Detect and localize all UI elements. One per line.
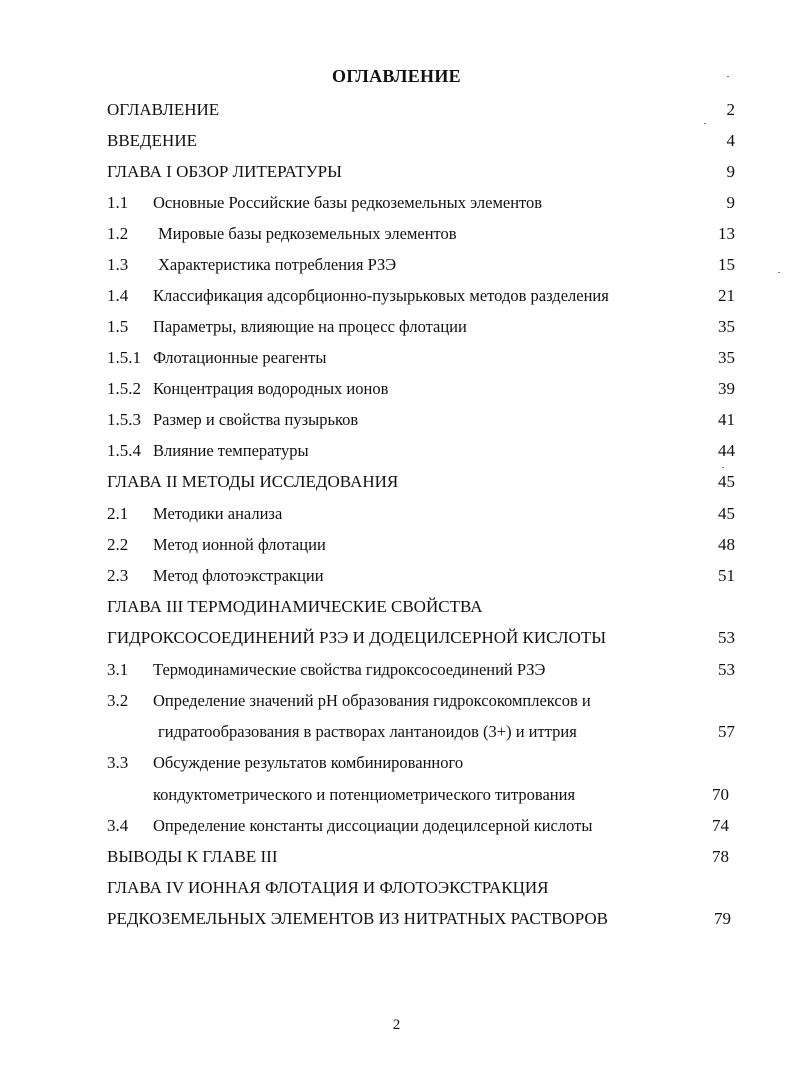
toc-entry-label: ГИДРОКСОСОЕДИНЕНИЙ РЗЭ И ДОДЕЦИЛСЕРНОЙ КИСЛОТЫ <box>107 628 607 647</box>
toc-entry-label: ГЛАВА IV ИОННАЯ ФЛОТАЦИЯ И ФЛОТОЭКСТРАКЦИЯ <box>107 878 549 897</box>
toc-entry-label: гидратообразования в растворах лантаноидов (3+) и иттрия <box>158 722 577 741</box>
toc-entry-label: Параметры, влияющие на процесс флотации <box>153 317 467 336</box>
toc-entry-1-5[interactable] <box>0 316 793 338</box>
toc-entry-page: 9 <box>726 162 735 181</box>
toc-entry-2-2[interactable] <box>0 534 793 556</box>
toc-entry-page: 4 <box>726 131 735 150</box>
toc-entry-1-5-1[interactable] <box>0 347 793 369</box>
toc-entry-page: 53 <box>718 628 735 647</box>
toc-entry-label: Мировые базы редкоземельных элементов <box>158 224 457 243</box>
toc-entry-page: 51 <box>718 566 735 585</box>
toc-entry-page: 74 <box>712 816 729 835</box>
toc-entry-label: Определение константы диссоциации додецилсерной кислоты <box>153 816 593 835</box>
toc-entry-label: ВЫВОДЫ К ГЛАВЕ III <box>107 847 278 866</box>
toc-entry-number: 3.2 <box>107 691 129 710</box>
toc-entry-page: 48 <box>718 535 735 554</box>
toc-entry-page: 15 <box>718 255 735 274</box>
toc-entry-label: Метод ионной флотации <box>153 535 326 554</box>
toc-entry-1-5-3[interactable] <box>0 409 793 431</box>
toc-entry-3-1[interactable] <box>0 659 793 681</box>
toc-entry-page: 44 <box>718 441 735 460</box>
toc-entry-number: 1.5 <box>107 317 129 336</box>
toc-entry-3-4[interactable] <box>0 815 793 837</box>
toc-entry-number: 1.5.4 <box>107 441 141 460</box>
toc-entry-number: 2.3 <box>107 566 129 585</box>
toc-entry-page: 41 <box>718 410 735 429</box>
toc-entry-label: Влияние температуры <box>153 441 309 460</box>
toc-entry-chapter-4-line-2[interactable] <box>0 908 793 930</box>
toc-entry-chapter-1[interactable] <box>0 161 793 183</box>
toc-entry-chapter-4-line-1[interactable] <box>0 877 793 899</box>
toc-entry-number: 1.4 <box>107 286 129 305</box>
toc-entry-chapter-3-line-2[interactable] <box>0 627 793 649</box>
toc-entry-label: Методики анализа <box>153 504 283 523</box>
toc-entry-number: 3.3 <box>107 753 129 772</box>
toc-entry-page: 79 <box>714 909 731 928</box>
toc-entry-label: Определение значений рН образования гидроксокомплексов и <box>153 691 591 710</box>
toc-entry-3-3-line-1[interactable] <box>0 752 793 774</box>
toc-entry-number: 1.5.3 <box>107 410 141 429</box>
toc-entry-1-2[interactable] <box>0 223 793 245</box>
toc-entry-label: Метод флотоэкстракции <box>153 566 324 585</box>
toc-entry-3-2-line-1[interactable] <box>0 690 793 712</box>
toc-entry-page: 45 <box>718 504 735 523</box>
toc-entry-page: 53 <box>718 660 735 679</box>
toc-entry-label: Термодинамические свойства гидроксосоединений РЗЭ <box>153 660 546 679</box>
toc-entry-2-1[interactable] <box>0 503 793 525</box>
toc-entry-page: 35 <box>718 348 735 367</box>
toc-entry-page: 13 <box>718 224 735 243</box>
toc-entry-page: 39 <box>718 379 735 398</box>
toc-entry-3-2-line-2[interactable] <box>0 721 793 743</box>
toc-entry-number: 3.1 <box>107 660 129 679</box>
toc-entry-chapter-2[interactable] <box>0 471 793 493</box>
toc-entry-number: 1.1 <box>107 193 129 212</box>
toc-entry-page: 78 <box>712 847 729 866</box>
toc-entry-1-3[interactable] <box>0 254 793 276</box>
toc-entry-label: РЕДКОЗЕМЕЛЬНЫХ ЭЛЕМЕНТОВ ИЗ НИТРАТНЫХ РАСТВОРОВ <box>107 909 608 928</box>
toc-entry-label: Классификация адсорбционно-пузырьковых методов разделения <box>153 286 609 305</box>
toc-entry-1-1[interactable] <box>0 192 793 214</box>
toc-entry-page: 9 <box>726 193 735 212</box>
toc-entry-page: 70 <box>712 785 729 804</box>
toc-entry-number: 1.5.2 <box>107 379 141 398</box>
toc-entry-label: Концентрация водородных ионов <box>153 379 389 398</box>
toc-entry-page: 35 <box>718 317 735 336</box>
page-number: 2 <box>392 1017 401 1033</box>
toc-entry-2-3[interactable] <box>0 565 793 587</box>
toc-entry-page: 45 <box>718 472 735 491</box>
toc-entry-label: Характеристика потребления РЗЭ <box>158 255 397 274</box>
toc-entry-label: Флотационные реагенты <box>153 348 327 367</box>
toc-entry-page: 57 <box>718 722 735 741</box>
toc-entry-number: 1.2 <box>107 224 129 243</box>
toc-entry-label: ГЛАВА II МЕТОДЫ ИССЛЕДОВАНИЯ <box>107 472 399 491</box>
toc-entry-label: ОГЛАВЛЕНИЕ <box>107 100 220 119</box>
scan-speck <box>778 272 780 273</box>
toc-entry-number: 1.3 <box>107 255 129 274</box>
toc-entry-number: 2.2 <box>107 535 129 554</box>
toc-entry-label: ГЛАВА I ОБЗОР ЛИТЕРАТУРЫ <box>107 162 342 181</box>
toc-entry-conclusions-3[interactable] <box>0 846 793 868</box>
toc-entry-number: 1.5.1 <box>107 348 141 367</box>
toc-entry-contents[interactable] <box>0 99 793 121</box>
toc-entry-label: ВВЕДЕНИЕ <box>107 131 197 150</box>
toc-entry-1-4[interactable] <box>0 285 793 307</box>
toc-entry-page: 2 <box>726 100 735 119</box>
scan-speck <box>722 467 724 468</box>
toc-entry-page: 21 <box>718 286 735 305</box>
toc-entry-label: кондуктометрического и потенциометрического титрования <box>153 785 576 804</box>
toc-entry-label: ГЛАВА III ТЕРМОДИНАМИЧЕСКИЕ СВОЙСТВА <box>107 597 483 616</box>
toc-entry-chapter-3-line-1[interactable] <box>0 596 793 618</box>
toc-entry-number: 2.1 <box>107 504 129 523</box>
page-title: ОГЛАВЛЕНИЕ <box>332 66 461 86</box>
toc-entry-label: Обсуждение результатов комбинированного <box>153 753 464 772</box>
scan-speck <box>704 123 706 124</box>
scan-speck <box>727 76 729 77</box>
toc-entry-label: Размер и свойства пузырьков <box>153 410 359 429</box>
toc-entry-1-5-2[interactable] <box>0 378 793 400</box>
toc-entry-1-5-4[interactable] <box>0 440 793 462</box>
toc-entry-3-3-line-2[interactable] <box>0 784 793 806</box>
toc-entry-label: Основные Российские базы редкоземельных элементов <box>153 193 543 212</box>
toc-entry-number: 3.4 <box>107 816 129 835</box>
toc-entry-introduction[interactable] <box>0 130 793 152</box>
